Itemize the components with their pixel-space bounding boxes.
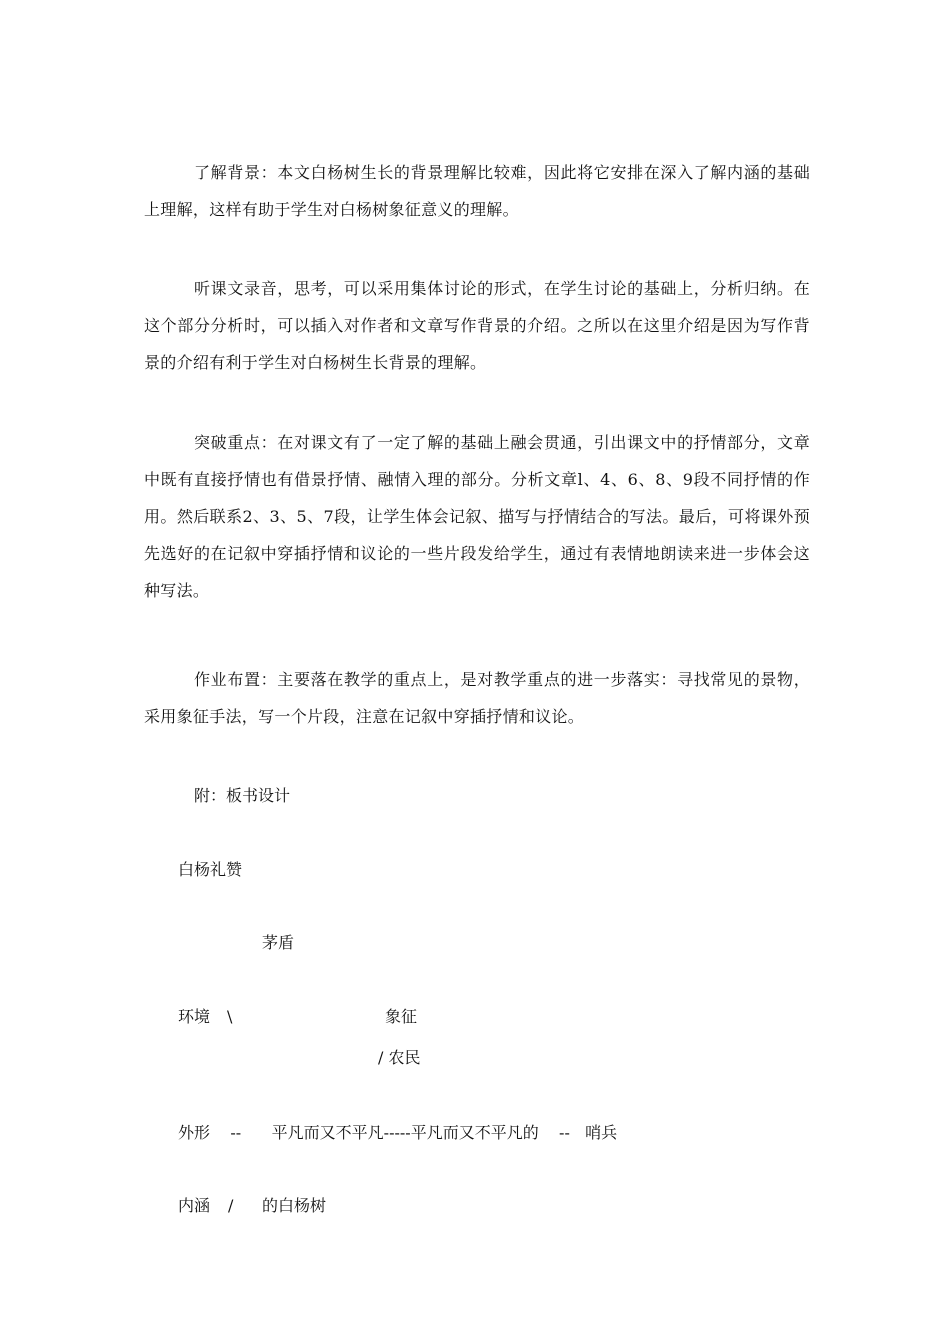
board-environment-mark: \ (227, 1007, 233, 1026)
paragraph-homework: 作业布置：主要落在教学的重点上，是对教学重点的进一步落实：寻找常见的景物，采用象征手法，写一个片段，注意在记叙中穿插抒情和议论。 (144, 670, 810, 726)
board-symbol-label: 象征 (385, 1007, 418, 1026)
paragraph-background: 了解背景：本文白杨树生长的背景理解比较难，因此将它安排在深入了解内涵的基础上理解，这样有助于学生对白杨树象征意义的理解。 (144, 163, 810, 219)
board-shape-row: 外形 -- 平凡而又不平凡-----平凡而又不平凡的 -- 哨兵 (178, 1123, 618, 1142)
paragraph-key-points: 突破重点：在对课文有了一定了解的基础上融会贯通，引出课文中的抒情部分，文章中既有直接抒情也有借景抒情、融情入理的部分。分析文章l、4、6、8、9段不同抒情的作用。然后联系2、3、5、7段，让学生体会记叙、描写与抒情结合的写法。最后，可将课外预先选好的在记叙中穿插抒情和议论的一些片段发给学生，通过有表情地朗读来进一步体会这种写法。 (144, 433, 810, 600)
board-meaning-mark: / (228, 1196, 234, 1215)
board-title: 白杨礼赞 (178, 860, 243, 879)
board-environment-label: 环境 (178, 1007, 211, 1026)
board-white-poplar-label: 的白杨树 (262, 1196, 327, 1215)
board-farmer-label: / 农民 (378, 1048, 421, 1067)
paragraph-listening: 听课文录音，思考，可以采用集体讨论的形式，在学生讨论的基础上，分析归纳。在这个部分分析时，可以插入对作者和文章写作背景的介绍。之所以在这里介绍是因为写作背景的介绍有利于学生对白杨树生长背景的理解。 (144, 279, 810, 372)
board-design-heading: 附：板书设计 (194, 786, 291, 805)
board-meaning-label: 内涵 (178, 1196, 211, 1215)
board-author: 茅盾 (262, 933, 295, 952)
